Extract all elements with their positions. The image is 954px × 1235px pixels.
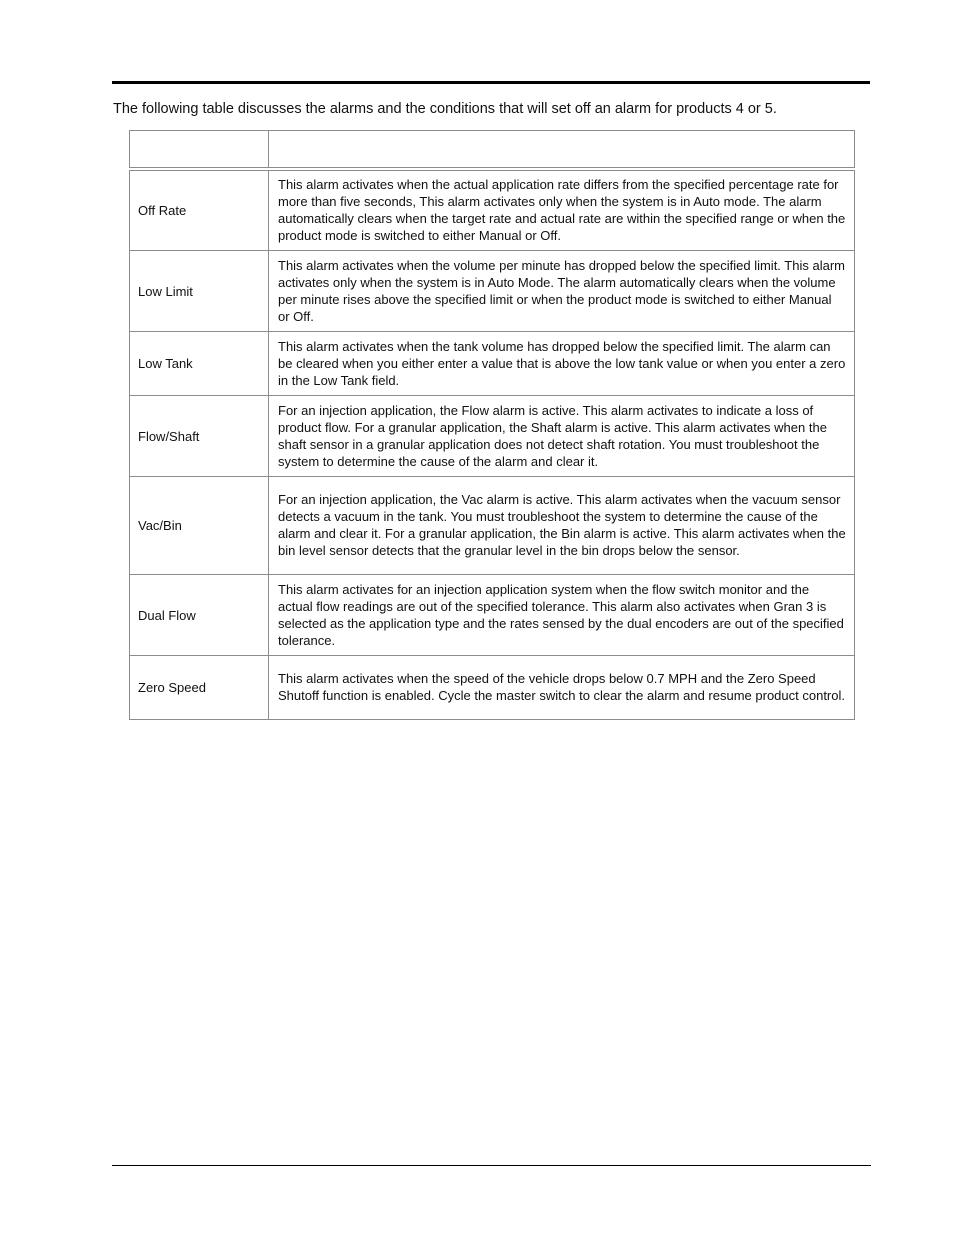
table-row: [130, 575, 855, 656]
alarm-name-cell: Zero Speed: [130, 656, 269, 720]
header-rule: [112, 81, 870, 84]
header-cell-description: [269, 131, 855, 170]
table-row: [130, 396, 855, 477]
alarm-name-cell: Low Limit: [130, 251, 269, 332]
alarm-description-cell: This alarm activates when the actual application rate differs from the specified percentage rate for more than five seconds, This alarm activates only when the system is in Auto mode. The alarm automatically clears when the target rate and actual rate are within the specified range or when the product mode is switched to either Manual or Off.: [269, 169, 855, 251]
alarm-name-cell: Low Tank: [130, 332, 269, 396]
alarm-name-cell: Vac/Bin: [130, 477, 269, 575]
alarm-description-cell: This alarm activates when the volume per minute has dropped below the specified limit. This alarm activates only when the system is in Auto Mode. The alarm automatically clears when the volume per minute rises above the specified limit or when the product mode is switched to either Manual or Off.: [269, 251, 855, 332]
footer-rule: [112, 1165, 871, 1166]
table-row: [130, 656, 855, 720]
alarm-description-cell: For an injection application, the Flow alarm is active. This alarm activates to indicate a loss of product flow. For a granular application, the Shaft alarm is active. This alarm activates when the shaft sensor in a granular application does not detect shaft rotation. You must troubleshoot the system to determine the cause of the alarm and clear it.: [269, 396, 855, 477]
alarm-description-cell: For an injection application, the Vac alarm is active. This alarm activates when the vacuum sensor detects a vacuum in the tank. You must troubleshoot the system to determine the cause of the alarm and clear it. For a granular application, the Bin alarm is active. This alarm activates when the bin level sensor detects that the granular level in the bin drops below the sensor.: [269, 477, 855, 575]
table-header: [130, 131, 855, 170]
intro-paragraph: The following table discusses the alarms and the conditions that will set off an alarm for products 4 or 5.: [113, 101, 777, 117]
table-header-row: [130, 131, 855, 170]
table-row: [130, 332, 855, 396]
header-cell-alarm: [130, 131, 269, 170]
alarm-name-cell: Off Rate: [130, 169, 269, 251]
alarm-name-cell: Dual Flow: [130, 575, 269, 656]
alarm-name-cell: Flow/Shaft: [130, 396, 269, 477]
table-body: [130, 169, 855, 720]
alarm-table: [129, 130, 855, 720]
alarm-description-cell: This alarm activates for an injection application system when the flow switch monitor and the actual flow readings are out of the specified tolerance. This alarm also activates when Gran 3 is selected as the application type and the rates sensed by the dual encoders are out of the specified tolerance.: [269, 575, 855, 656]
table-row: [130, 169, 855, 251]
table-row: [130, 251, 855, 332]
alarm-description-cell: This alarm activates when the speed of the vehicle drops below 0.7 MPH and the Zero Speed Shutoff function is enabled. Cycle the master switch to clear the alarm and resume product control.: [269, 656, 855, 720]
alarm-description-cell: This alarm activates when the tank volume has dropped below the specified limit. The alarm can be cleared when you either enter a value that is above the low tank value or when you enter a zero in the Low Tank field.: [269, 332, 855, 396]
table-row: [130, 477, 855, 575]
